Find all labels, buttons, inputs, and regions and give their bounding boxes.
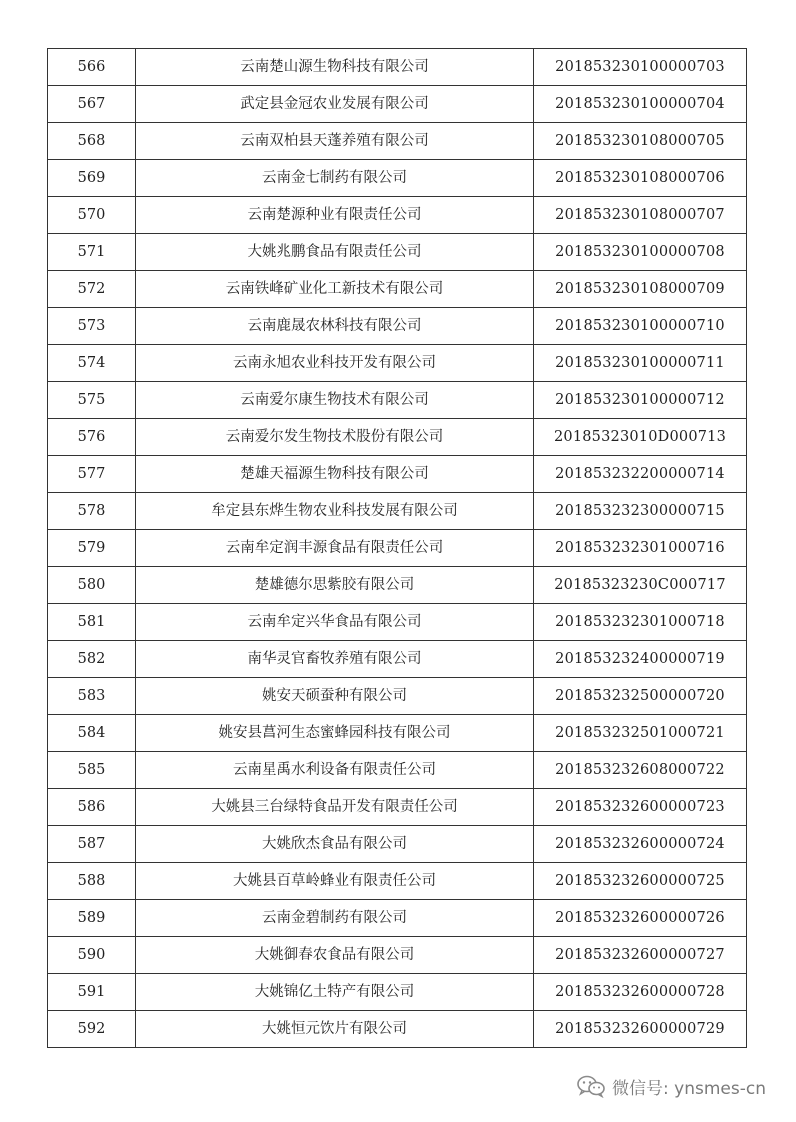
row-number-cell: 576	[48, 419, 136, 456]
company-name-cell: 姚安天硕蚕种有限公司	[136, 678, 534, 715]
row-number-cell: 591	[48, 974, 136, 1011]
table-row	[48, 900, 747, 937]
company-name-cell: 云南爱尔康生物技术有限公司	[136, 382, 534, 419]
table-row	[48, 567, 747, 604]
table-row	[48, 234, 747, 271]
registration-code-cell: 20185323230C000717	[534, 567, 747, 604]
company-name-cell: 云南铁峰矿业化工新技术有限公司	[136, 271, 534, 308]
registration-code-cell: 201853232600000724	[534, 826, 747, 863]
row-number-cell: 568	[48, 123, 136, 160]
table-row	[48, 123, 747, 160]
table-row	[48, 678, 747, 715]
company-name-cell: 云南星禹水利设备有限责任公司	[136, 752, 534, 789]
company-name-cell: 云南金七制药有限公司	[136, 160, 534, 197]
registration-code-cell: 201853232300000715	[534, 493, 747, 530]
company-name-cell: 云南金碧制药有限公司	[136, 900, 534, 937]
company-name-cell: 云南牟定兴华食品有限公司	[136, 604, 534, 641]
table-row	[48, 308, 747, 345]
row-number-cell: 571	[48, 234, 136, 271]
document-page	[47, 48, 745, 1048]
registration-code-cell: 20185323010D000713	[534, 419, 747, 456]
registration-code-cell: 201853232600000727	[534, 937, 747, 974]
registration-code-cell: 201853232600000729	[534, 1011, 747, 1048]
row-number-cell: 566	[48, 49, 136, 86]
row-number-cell: 581	[48, 604, 136, 641]
company-name-cell: 大姚兆鹏食品有限责任公司	[136, 234, 534, 271]
registration-code-cell: 201853232600000725	[534, 863, 747, 900]
company-name-cell: 大姚欣杰食品有限公司	[136, 826, 534, 863]
registration-code-cell: 201853232500000720	[534, 678, 747, 715]
row-number-cell: 575	[48, 382, 136, 419]
company-name-cell: 姚安县菖河生态蜜蜂园科技有限公司	[136, 715, 534, 752]
row-number-cell: 583	[48, 678, 136, 715]
table-row	[48, 604, 747, 641]
row-number-cell: 573	[48, 308, 136, 345]
table-row	[48, 1011, 747, 1048]
table-row	[48, 530, 747, 567]
row-number-cell: 589	[48, 900, 136, 937]
registration-code-cell: 201853232608000722	[534, 752, 747, 789]
registration-code-cell: 201853230100000711	[534, 345, 747, 382]
company-name-cell: 大姚御春农食品有限公司	[136, 937, 534, 974]
table-body	[48, 49, 747, 1048]
table-row	[48, 86, 747, 123]
row-number-cell: 579	[48, 530, 136, 567]
table-row	[48, 641, 747, 678]
registration-code-cell: 201853232400000719	[534, 641, 747, 678]
table-row	[48, 937, 747, 974]
table-row	[48, 197, 747, 234]
table-row	[48, 382, 747, 419]
registration-code-cell: 201853232301000718	[534, 604, 747, 641]
registration-code-cell: 201853232200000714	[534, 456, 747, 493]
row-number-cell: 580	[48, 567, 136, 604]
wechat-watermark	[576, 1072, 766, 1100]
table-row	[48, 493, 747, 530]
row-number-cell: 578	[48, 493, 136, 530]
company-name-cell: 大姚恒元饮片有限公司	[136, 1011, 534, 1048]
row-number-cell: 582	[48, 641, 136, 678]
company-name-cell: 大姚县百草岭蜂业有限责任公司	[136, 863, 534, 900]
row-number-cell: 572	[48, 271, 136, 308]
company-name-cell: 云南永旭农业科技开发有限公司	[136, 345, 534, 382]
registration-code-cell: 201853232301000716	[534, 530, 747, 567]
registration-code-cell: 201853232600000723	[534, 789, 747, 826]
registration-code-cell: 201853230108000709	[534, 271, 747, 308]
table-row	[48, 715, 747, 752]
registration-code-cell: 201853232501000721	[534, 715, 747, 752]
row-number-cell: 588	[48, 863, 136, 900]
company-name-cell: 云南爱尔发生物技术股份有限公司	[136, 419, 534, 456]
row-number-cell: 567	[48, 86, 136, 123]
row-number-cell: 577	[48, 456, 136, 493]
enterprise-registry-table	[47, 48, 747, 1048]
company-name-cell: 楚雄天福源生物科技有限公司	[136, 456, 534, 493]
registration-code-cell: 201853230100000704	[534, 86, 747, 123]
row-number-cell: 585	[48, 752, 136, 789]
company-name-cell: 大姚县三台绿特食品开发有限责任公司	[136, 789, 534, 826]
registration-code-cell: 201853230100000712	[534, 382, 747, 419]
wechat-id-text: 微信号: ynsmes-cn	[612, 1078, 766, 1099]
table-row	[48, 826, 747, 863]
company-name-cell: 武定县金冠农业发展有限公司	[136, 86, 534, 123]
table-row	[48, 271, 747, 308]
company-name-cell: 云南鹿晟农林科技有限公司	[136, 308, 534, 345]
table-row	[48, 160, 747, 197]
registration-code-cell: 201853230100000703	[534, 49, 747, 86]
company-name-cell: 云南楚源种业有限责任公司	[136, 197, 534, 234]
table-row	[48, 345, 747, 382]
row-number-cell: 574	[48, 345, 136, 382]
company-name-cell: 云南双柏县天蓬养殖有限公司	[136, 123, 534, 160]
row-number-cell: 590	[48, 937, 136, 974]
table-row	[48, 49, 747, 86]
row-number-cell: 584	[48, 715, 136, 752]
row-number-cell: 586	[48, 789, 136, 826]
row-number-cell: 587	[48, 826, 136, 863]
table-row	[48, 789, 747, 826]
registration-code-cell: 201853232600000728	[534, 974, 747, 1011]
registration-code-cell: 201853230108000707	[534, 197, 747, 234]
table-row	[48, 456, 747, 493]
registration-code-cell: 201853230108000706	[534, 160, 747, 197]
row-number-cell: 570	[48, 197, 136, 234]
wechat-icon	[576, 1074, 606, 1098]
company-name-cell: 南华灵官畜牧养殖有限公司	[136, 641, 534, 678]
registration-code-cell: 201853230108000705	[534, 123, 747, 160]
company-name-cell: 大姚锦亿土特产有限公司	[136, 974, 534, 1011]
row-number-cell: 592	[48, 1011, 136, 1048]
company-name-cell: 云南牟定润丰源食品有限责任公司	[136, 530, 534, 567]
company-name-cell: 云南楚山源生物科技有限公司	[136, 49, 534, 86]
registration-code-cell: 201853230100000708	[534, 234, 747, 271]
company-name-cell: 牟定县东烨生物农业科技发展有限公司	[136, 493, 534, 530]
company-name-cell: 楚雄德尔思紫胶有限公司	[136, 567, 534, 604]
registration-code-cell: 201853230100000710	[534, 308, 747, 345]
table-row	[48, 863, 747, 900]
table-row	[48, 419, 747, 456]
row-number-cell: 569	[48, 160, 136, 197]
registration-code-cell: 201853232600000726	[534, 900, 747, 937]
table-row	[48, 752, 747, 789]
table-row	[48, 974, 747, 1011]
